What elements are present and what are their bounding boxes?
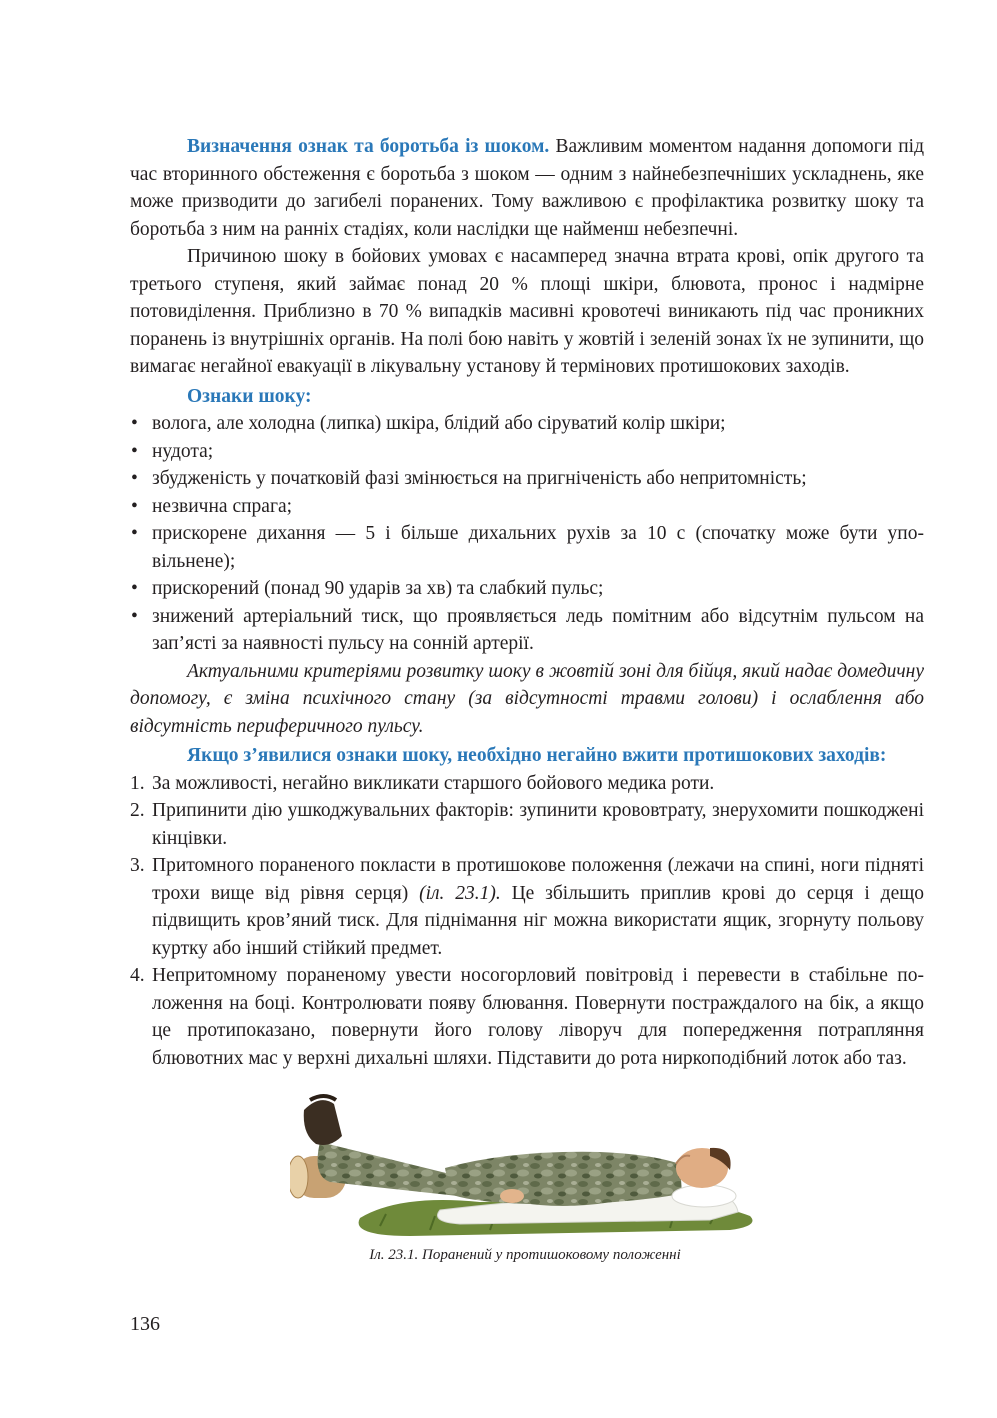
list-item: • волога, але холодна (липка) шкіра, блідий або сіруватий колір шкіри; [130,410,924,438]
step-number: 2. [130,800,145,821]
step-text: Притомного пораненого покласти в протишокове положення (лежачи на спині, ноги підняті трохи вище від рівня серця) [152,855,924,904]
boot [304,1100,342,1145]
pillow [672,1185,736,1207]
step-number: 4. [130,965,145,986]
signs-list [130,410,924,658]
hand [500,1189,524,1203]
list-item: • прискорене дихання — 5 і більше дихальних рухів за 10 с (спочатку може бути уповільнене); [130,520,924,575]
list-item: • незвична спрага; [130,493,924,521]
list-item [130,770,924,798]
step-number: 1. [130,772,145,794]
list-item: • збудженість у початковій фазі змінюється на пригніченість або непритомність; [130,465,924,493]
intro-paragraph [130,133,924,243]
page-number: 136 [130,1313,160,1335]
page-body [130,133,924,1072]
intro-text: Важливим моментом надання допомоги під час вторинного обстеження є боротьба з шоком — одним з найнебезпечніших ускладнень, яке може призводити до загибелі поранених. Тому важливою є профілактика розвитку шоку та боротьба з ним на ранніх стадіях, коли наслідки ще найменш небезпечні. [130,136,924,240]
list-item [130,962,924,1072]
list-item [130,852,924,962]
step-number: 3. [130,855,145,876]
step-text: Непритомному пораненому увести носогорловий повітровід і перевести в стабільне положення на боці. Контролювати появу блювання. Повернути постраждалого на бік, а якщо це протипоказано, повернути його голову ліворуч для попередження потрапляння блювотних мас у верхні дихальні шляхи. Підставити до рота ниркоподібний лоток або таз. [152,965,924,1069]
list-item: • прискорений (понад 90 ударів за хв) та слабкий пульс; [130,575,924,603]
list-item: • знижений артеріальний тиск, що проявляється ледь помітним або відсутнім пульсом на зап’ясті за наявності пульсу на сонній артерії. [130,603,924,658]
list-item: • нудота; [130,438,924,466]
antishock-position-illustration [290,1090,760,1240]
step-text: Припинити дію ушкоджувальних факторів: зупинити крововтрату, знерухомити пошкоджені кінцівки. [152,800,924,849]
signs-heading: Ознаки шоку: [187,385,312,407]
step-text: За можливості, негайно викликати старшого бойового медика роти. [152,772,715,794]
causes-paragraph: Причиною шоку в бойових умовах є насамперед значна втрата крові, опік другого та третього ступеня, який займає понад 20 % площі шкіри, блювота, пронос і надмірне потовиділення. Приблизно в 70 % випадків масивні кровотечі виникають під час проникних поранень із внутрішніх органів. На полі бою навіть у жовтій і зеленій зонах їх не зупинити, що вимагає негайної евакуації в лікувальну установу й термінових протишокових заходів. [130,246,924,377]
figure-caption: Іл. 23.1. Поранений у протишоковому положенні [369,1247,681,1263]
list-item [130,797,924,852]
measures-heading: Якщо з’явилися ознаки шоку, необхідно негайно вжити протишокових заходів: [187,745,887,766]
measures-list [130,770,924,1073]
step-text: Це збільшить приплив крові до серця і дещо підвищить кров’яний тиск. Для піднімання ніг можна використати ящик, згорнуту польову куртку або інший стійкий предмет. [152,882,924,959]
soldier-illustration [290,1090,760,1240]
section-title: Визначення ознак та боротьба із шоком. [187,136,550,157]
criteria-paragraph: Актуальними критеріями розвитку шоку в жовтій зоні для бійця, який надає домедичну допомогу, є зміна психічного стану (за відсутності травми голови) і ослаблення або відсутність периферичного пульсу. [130,660,924,737]
figure-reference: (іл. 23.1). [419,882,501,904]
